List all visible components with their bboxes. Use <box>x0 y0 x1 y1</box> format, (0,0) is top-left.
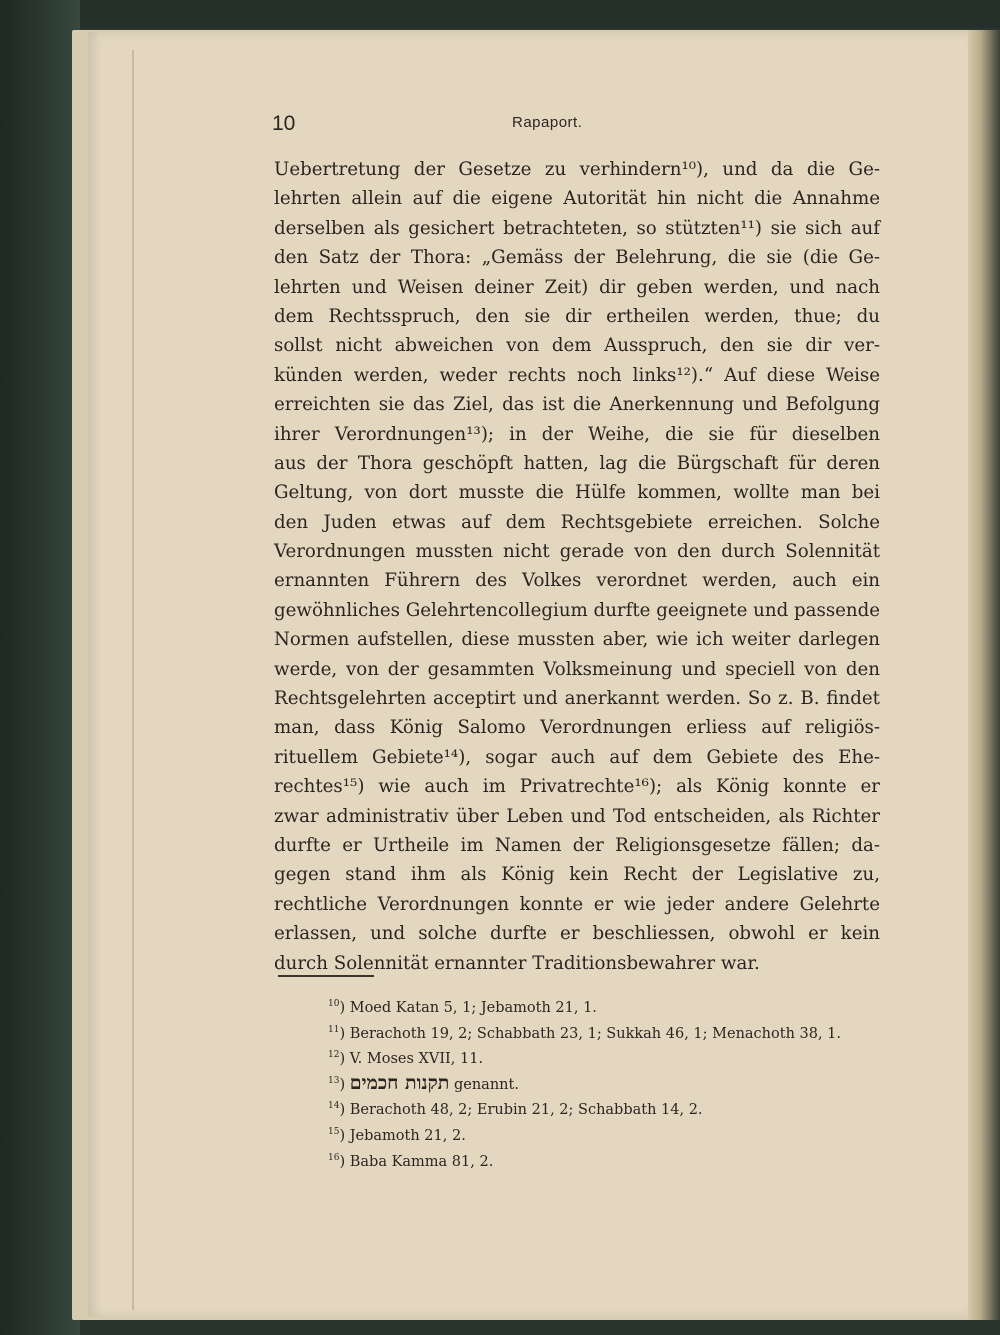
body-line: derselben als gesichert betrachteten, so stützten¹¹) sie sich auf <box>274 217 880 239</box>
footnote-text: Moed Katan 5, 1; Jebamoth 21, 1. <box>349 1000 597 1016</box>
footnote-number: 14 <box>328 1101 340 1112</box>
body-line: gewöhnliches Gelehrtencollegium durfte geeignete und passende <box>274 599 881 621</box>
footnote-number: 12 <box>328 1050 340 1061</box>
body-line: aus der Thora geschöpft hatten, lag die Bürgschaft für deren <box>274 452 880 474</box>
footnote-number: 16 <box>328 1152 340 1163</box>
body-line: lehrten allein auf die eigene Autorität hin nicht die Annahme <box>274 188 880 210</box>
footnote: $^{10}$) Moed Katan 5, 1; Jebamoth 21, 1. <box>328 999 597 1016</box>
body-line: durfte er Urtheile im Namen der Religionsgesetze fällen; da- <box>274 834 880 856</box>
footnote: $^{14}$) Berachoth 48, 2; Erubin 21, 2; Schabbath 14, 2. <box>328 1101 703 1119</box>
footnote-rule <box>278 975 374 977</box>
footnote: $^{15}$) Jebamoth 21, 2. <box>328 1126 466 1144</box>
body-line: den Satz der Thora: „Gemäss der Belehrung, die sie (die Ge- <box>274 247 880 269</box>
footnote-number: 15 <box>328 1126 340 1137</box>
body-line: erreichten sie das Ziel, das ist die Anerkennung und Befolgung <box>274 394 880 416</box>
footnote-text: V. Moses XVII, 11. <box>349 1051 484 1068</box>
footnote-text: Berachoth 48, 2; Erubin 21, 2; Schabbath 14, 2. <box>349 1102 703 1119</box>
body-line: man, dass König Salomo Verordnungen erliess auf religiös- <box>274 717 880 739</box>
footnote-number: 11 <box>328 1024 340 1035</box>
footnote: $^{13}$) תקנות חכמים genannt. <box>328 1071 519 1094</box>
footnote-number: 13 <box>328 1075 340 1086</box>
footnote-text: genannt. <box>453 1076 519 1093</box>
body-line: gegen stand ihm als König kein Recht der Legislative zu, <box>274 864 880 886</box>
body-line: den Juden etwas auf dem Rechtsgebiete erreichen. Solche <box>274 511 880 533</box>
body-line: erlassen, und solche durfte er beschliessen, obwohl er kein <box>274 923 880 945</box>
body-line: Verordnungen mussten nicht gerade von den durch Solennität <box>274 541 880 563</box>
body-text <box>274 155 880 978</box>
footnote-text: Jebamoth 21, 2. <box>349 1127 466 1144</box>
body-line: Uebertretung der Gesetze zu verhindern¹⁰), und da die Ge- <box>274 159 880 180</box>
footnote-hebrew: תקנות חכמים <box>349 1071 450 1094</box>
footnote: $^{11}$) Berachoth 19, 2; Schabbath 23, 1; Sukkah 46, 1; Menachoth 38, 1. <box>328 1024 842 1042</box>
body-line: werde, von der gesammten Volksmeinung und speciell von den <box>274 658 880 680</box>
footnote-text: Berachoth 19, 2; Schabbath 23, 1; Sukkah 46, 1; Menachoth 38, 1. <box>349 1025 842 1042</box>
body-line: durch Solennität ernannter Traditionsbewahrer war. <box>274 952 760 974</box>
body-line: Geltung, von dort musste die Hülfe kommen, wollte man bei <box>274 482 880 504</box>
body-line: lehrten und Weisen deiner Zeit) dir geben werden, und nach <box>274 276 880 298</box>
page-number: 10 <box>272 112 296 135</box>
book-right-edge <box>968 30 1000 1320</box>
book-cover-left <box>0 0 80 1335</box>
gutter-line <box>132 50 134 1310</box>
page-header <box>272 112 878 142</box>
body-line: sollst nicht abweichen von dem Ausspruch, den sie dir ver- <box>274 335 880 357</box>
book-cover-top <box>0 0 1000 28</box>
footnotes <box>328 992 888 1171</box>
running-head: Rapaport. <box>512 114 583 131</box>
footnote: $^{16}$) Baba Kamma 81, 2. <box>328 1152 494 1170</box>
body-line: dem Rechtsspruch, den sie dir ertheilen werden, thue; du <box>274 305 880 327</box>
body-line: Normen aufstellen, diese mussten aber, wie ich weiter darlegen <box>274 629 880 651</box>
body-line: ernannten Führern des Volkes verordnet werden, auch ein <box>274 570 880 592</box>
body-line: rechtes¹⁵) wie auch im Privatrechte¹⁶); als König konnte er <box>274 776 880 798</box>
body-line: rechtliche Verordnungen konnte er wie jeder andere Gelehrte <box>274 893 880 915</box>
body-line: künden werden, weder rechts noch links¹²).“ Auf diese Weise <box>274 364 880 386</box>
body-line: zwar administrativ über Leben und Tod entscheiden, als Richter <box>274 805 880 827</box>
footnote: $^{12}$) V. Moses XVII, 11. <box>328 1050 484 1068</box>
footnote-text: Baba Kamma 81, 2. <box>349 1153 494 1170</box>
footnote-number: 10 <box>328 999 340 1009</box>
body-line: Rechtsgelehrten acceptirt und anerkannt werden. So z. B. findet <box>274 688 880 710</box>
body-line: rituellem Gebiete¹⁴), sogar auch auf dem Gebiete des Ehe- <box>274 746 880 768</box>
body-line: ihrer Verordnungen¹³); in der Weihe, die sie für dieselben <box>274 423 880 445</box>
